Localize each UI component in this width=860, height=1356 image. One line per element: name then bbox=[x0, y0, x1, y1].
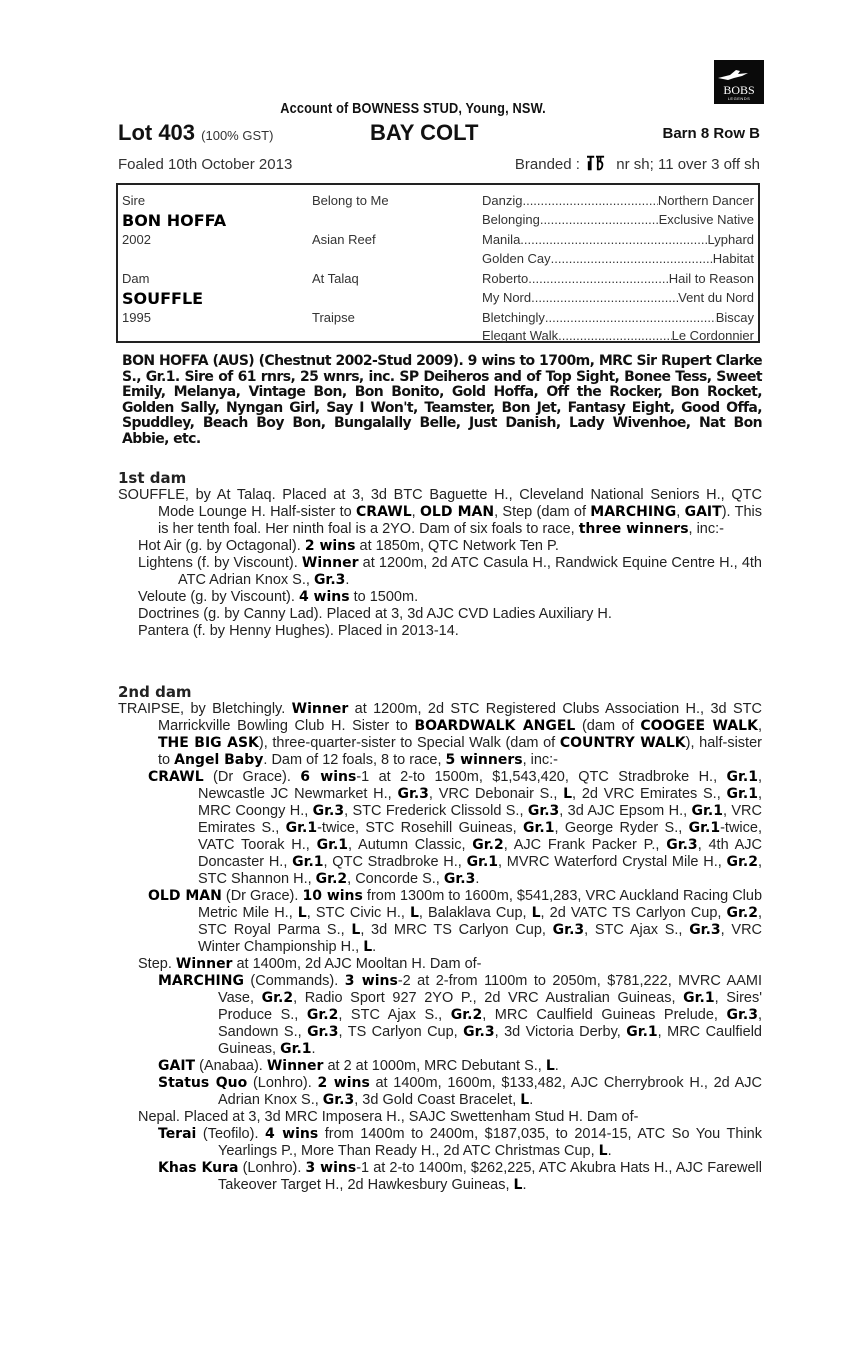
dam-label: Dam bbox=[122, 271, 150, 286]
second-dam-section bbox=[118, 684, 762, 1194]
highlight-text: CRAWL bbox=[356, 504, 412, 520]
progeny-entry: Pantera (f. by Henny Hughes). Placed in 2013-14. bbox=[138, 623, 459, 639]
progeny-entry: Doctrines (g. by Canny Lad). Placed at 3, 3d AJC CVD Ladies Auxiliary H. bbox=[138, 606, 612, 622]
progeny-entry: GAIT (Anabaa). Winner at 2 at 1000m, MRC Debutant S., L. bbox=[158, 1058, 559, 1074]
highlight-text: three winners bbox=[578, 521, 689, 537]
horse-title: BAY COLT bbox=[370, 120, 479, 145]
barn-location: Barn 8 Row B bbox=[662, 125, 760, 142]
highlight-text: Gr.3 bbox=[313, 572, 346, 588]
ancestor-sire: Lyphard bbox=[707, 232, 754, 247]
ancestor-row bbox=[482, 212, 754, 227]
highlight-text: OLD MAN bbox=[148, 888, 222, 904]
ancestor-name: Belonging bbox=[482, 212, 540, 227]
lot-line bbox=[118, 120, 762, 146]
highlight-text: 2 wins bbox=[304, 538, 356, 554]
bird-icon bbox=[714, 66, 754, 84]
ancestor-row bbox=[482, 251, 754, 266]
ancestor-sire: Hail to Reason bbox=[668, 271, 754, 286]
second-dam-heading: 2nd dam bbox=[118, 683, 192, 701]
ancestor-name: Golden Cay bbox=[482, 251, 551, 266]
highlight-text: Gr.3 bbox=[552, 922, 585, 938]
progeny-entry: Veloute (g. by Viscount). 4 wins to 1500m. bbox=[138, 589, 419, 605]
bobs-logo bbox=[714, 60, 764, 104]
lot-number bbox=[118, 120, 273, 146]
ancestor-sire: Biscay bbox=[715, 310, 754, 325]
sire-label: Sire bbox=[122, 193, 146, 208]
highlight-text: Gr.1 bbox=[466, 854, 499, 870]
second-dam-progeny-list bbox=[118, 769, 762, 1194]
highlight-text: Gr.3 bbox=[312, 803, 345, 819]
ancestor-row bbox=[482, 310, 754, 325]
ancestor-row bbox=[482, 271, 754, 286]
ancestor-name: Manila bbox=[482, 232, 521, 247]
progeny-entry: Step. Winner at 1400m, 2d AJC Mooltan H. Dam of- bbox=[138, 956, 482, 972]
ancestor-name: Elegant Walk bbox=[482, 328, 559, 343]
highlight-text: Gr.1 bbox=[691, 803, 723, 819]
gst-note: (100% GST) bbox=[201, 128, 274, 143]
second-dam-intro: TRAIPSE, by Bletchingly. Winner at 1200m, 2d STC Registered Clubs Association H., 3d STC Marrickville Bowling Club H. Sister to BOARDWALK ANGEL (dam of COOGEE WALK, THE BIG ASK), three-quarter-sister to Special Walk (dam of COUNTRY WALK), half-sister to Angel Baby. Dam of 12 foals, 8 to race, 5 winners, inc:- bbox=[118, 701, 762, 768]
pedigree-table bbox=[116, 183, 760, 343]
brand-mark-icon bbox=[586, 151, 606, 175]
highlight-text: Gr.2 bbox=[726, 854, 758, 870]
highlight-text: 3 wins bbox=[305, 1160, 357, 1176]
highlight-text: Gr.1 bbox=[316, 837, 349, 853]
first-dam-section bbox=[118, 470, 762, 640]
highlight-text: L bbox=[563, 786, 573, 802]
progeny-entry: CRAWL (Dr Grace). 6 wins-1 at 2-to 1500m, $1,543,420, QTC Stradbroke H., Gr.1, Newcastle JC Newmarket H., Gr.3, VRC Debonair S., L, 2d VRC Emirates S., Gr.1, MRC Coongy H., Gr.3, STC Frederick Clissold S., Gr.3, 3d AJC Epsom H., Gr.1, VRC Emirates S., Gr.1-twice, STC Rosehill Guineas, Gr.1, George Ryder S., Gr.1-twice, VATC Toorak H., Gr.1, Autumn Classic, Gr.2, AJC Frank Packer P., Gr.3, 4th AJC Doncaster H., Gr.1, QTC Stradbroke H., Gr.1, MVRC Waterford Crystal Mile H., Gr.2, STC Shannon H., Gr.2, Concorde S., Gr.3. bbox=[148, 769, 763, 887]
highlight-text: L bbox=[598, 1143, 608, 1159]
highlight-text: 2 wins bbox=[317, 1075, 370, 1091]
branded-detail: nr sh; 11 over 3 off sh bbox=[616, 156, 760, 173]
first-dam-progeny-list bbox=[118, 538, 762, 640]
highlight-text: Gr.1 bbox=[726, 786, 758, 802]
progeny-entry: Nepal. Placed at 3, 3d MRC Imposera H., SAJC Swettenham Stud H. Dam of- bbox=[138, 1109, 639, 1125]
highlight-text: Gr.1 bbox=[626, 1024, 658, 1040]
logo-subtitle: LEGENDS bbox=[727, 96, 751, 101]
highlight-text: Gr.1 bbox=[280, 1041, 312, 1057]
highlight-text: Gr.3 bbox=[666, 837, 698, 853]
branded-label: Branded : bbox=[514, 156, 580, 173]
highlight-text: Gr.2 bbox=[315, 871, 348, 887]
highlight-text: Gr.2 bbox=[261, 990, 294, 1006]
logo-text: BOBS bbox=[723, 83, 755, 97]
highlight-text: L bbox=[351, 922, 361, 938]
ancestor-sire: Habitat bbox=[712, 251, 754, 266]
highlight-text: Gr.2 bbox=[472, 837, 504, 853]
highlight-text: Gr.2 bbox=[306, 1007, 339, 1023]
highlight-text: Gr.1 bbox=[688, 820, 721, 836]
highlight-text: Gr.3 bbox=[322, 1092, 355, 1108]
highlight-text: L bbox=[520, 1092, 530, 1108]
highlight-text: Angel Baby bbox=[174, 752, 264, 768]
ancestor-row bbox=[482, 328, 754, 343]
ancestor-row bbox=[482, 193, 754, 208]
progeny-entry: MARCHING (Commands). 3 wins-2 at 2-from 1100m to 2050m, $781,222, MVRC AAMI Vase, Gr.2, Radio Sport 927 2YO P., 2d VRC Australian Guineas, Gr.1, Sires' Produce S., Gr.2, STC Ajax S., Gr.2, MRC Caulfield Guineas Prelude, Gr.3, Sandown S., Gr.3, TS Carlyon Cup, Gr.3, 3d Victoria Derby, Gr.1, MRC Caulfield Guineas, Gr.1. bbox=[158, 973, 763, 1057]
progeny-entry: Status Quo (Lonhro). 2 wins at 1400m, 1600m, $133,482, AJC Cherrybrook H., 2d AJC Adrian Knox S., Gr.3, 3d Gold Coast Bracelet, L. bbox=[158, 1075, 762, 1108]
highlight-text: Gr.3 bbox=[463, 1024, 495, 1040]
highlight-text: Gr.3 bbox=[689, 922, 721, 938]
highlight-text: Gr.2 bbox=[450, 1007, 483, 1023]
highlight-text: L bbox=[531, 905, 541, 921]
highlight-text: L bbox=[513, 1177, 523, 1193]
highlight-text: GAIT bbox=[158, 1058, 196, 1074]
progeny-entry: OLD MAN (Dr Grace). 10 wins from 1300m to 1600m, $541,283, VRC Auckland Racing Club Metric Mile H., L, STC Civic H., L, Balaklava Cup, L, 2d VATC TS Carlyon Cup, Gr.2, STC Royal Parma S., L, 3d MRC TS Carlyon Cup, Gr.3, STC Ajax S., Gr.3, VRC Winter Championship H., L. bbox=[148, 888, 763, 955]
foaled-date: Foaled 10th October 2013 bbox=[118, 156, 293, 173]
highlight-text: MARCHING bbox=[590, 504, 677, 520]
highlight-text: L bbox=[409, 905, 419, 921]
highlight-text: Terai bbox=[158, 1126, 197, 1142]
highlight-text: Gr.3 bbox=[397, 786, 429, 802]
highlight-text: L bbox=[363, 939, 373, 955]
highlight-text: L bbox=[297, 905, 307, 921]
highlight-text: Gr.3 bbox=[527, 803, 560, 819]
ancestor-sire: Exclusive Native bbox=[658, 212, 754, 227]
progeny-entry: Terai (Teofilo). 4 wins from 1400m to 2400m, $187,035, to 2014-15, ATC So You Think Yearlings P., More Than Ready H., 2d ATC Christmas Cup, L. bbox=[158, 1126, 762, 1159]
highlight-text: 4 wins bbox=[265, 1126, 319, 1142]
highlight-text: Status Quo bbox=[158, 1075, 248, 1091]
highlight-text: 4 wins bbox=[298, 589, 350, 605]
first-dam-heading: 1st dam bbox=[118, 469, 187, 487]
highlight-text: OLD MAN bbox=[420, 504, 495, 520]
highlight-text: 10 wins bbox=[302, 888, 363, 904]
ancestor-row bbox=[482, 232, 754, 247]
first-dam-intro: SOUFFLE, by At Talaq. Placed at 3, 3d BTC Baguette H., Cleveland National Seniors H., QTC Mode Lounge H. Half-sister to CRAWL, OLD MAN, Step (dam of MARCHING, GAIT). This is her tenth foal. Her ninth foal is a 2YO. Dam of six foals to race, three winners, inc:- bbox=[118, 487, 762, 537]
highlight-text: Winner bbox=[301, 555, 359, 571]
highlight-text: Winner bbox=[291, 701, 349, 717]
highlight-text: Gr.1 bbox=[285, 820, 318, 836]
ancestor-row bbox=[482, 290, 754, 305]
sire-dam: Asian Reef bbox=[312, 232, 376, 247]
highlight-text: Gr.3 bbox=[726, 1007, 758, 1023]
progeny-entry: Khas Kura (Lonhro). 3 wins-1 at 2-to 1400m, $262,225, ATC Akubra Hats H., AJC Farewell Takeover Target H., 2d Hawkesbury Guineas, L. bbox=[158, 1160, 762, 1193]
highlight-text: L bbox=[545, 1058, 555, 1074]
dam-sire: At Talaq bbox=[312, 271, 359, 286]
highlight-text: GAIT bbox=[684, 504, 722, 520]
ancestor-sire: Vent du Nord bbox=[678, 290, 754, 305]
ancestor-name: Roberto bbox=[482, 271, 529, 286]
highlight-text: Gr.1 bbox=[522, 820, 555, 836]
dam-year: 1995 bbox=[122, 310, 151, 325]
highlight-text: Winner bbox=[175, 956, 233, 972]
sire-sire: Belong to Me bbox=[312, 193, 389, 208]
sire-year: 2002 bbox=[122, 232, 151, 247]
ancestor-name: My Nord bbox=[482, 290, 532, 305]
dam-dam: Traipse bbox=[312, 310, 355, 325]
highlight-text: Khas Kura bbox=[158, 1160, 239, 1176]
vendor-account: Account of BOWNESS STUD, Young, NSW. bbox=[280, 100, 546, 117]
highlight-text: Gr.3 bbox=[443, 871, 476, 887]
brand-info bbox=[515, 151, 760, 175]
progeny-entry: Lightens (f. by Viscount). Winner at 1200m, 2d ATC Casula H., Randwick Equine Centre H., 4th ATC Adrian Knox S., Gr.3. bbox=[138, 555, 762, 588]
highlight-text: 6 wins bbox=[300, 769, 357, 785]
dam-name: SOUFFLE bbox=[122, 289, 204, 308]
highlight-text: BOARDWALK ANGEL bbox=[414, 718, 576, 734]
highlight-text: Gr.2 bbox=[726, 905, 758, 921]
highlight-text: 5 winners bbox=[445, 752, 523, 768]
highlight-text: Gr.1 bbox=[683, 990, 715, 1006]
highlight-text: CRAWL bbox=[148, 769, 204, 785]
sire-summary: BON HOFFA (AUS) (Chestnut 2002-Stud 2009). 9 wins to 1700m, MRC Sir Rupert Clarke S., Gr.1. Sire of 61 rnrs, 25 wnrs, inc. SP Deiheros and of Top Sight, Bonee Tess, Sweet Emily, Melanya, Vintage Bon, Bon Bonito, Gold Hoffa, Off the Rocker, Bon Rocket, Golden Sally, Nyngan Girl, Say I Won't, Teamster, Bon Jet, Fantasy Eight, Good Offa, Spuddley, Beach Boy Bon, Bungalally Belle, Just Danish, Lady Wivenhoe, Nat Bon Abbie, etc. bbox=[122, 353, 762, 447]
highlight-text: Gr.3 bbox=[307, 1024, 339, 1040]
ancestor-sire: Northern Dancer bbox=[657, 193, 754, 208]
highlight-text: THE BIG ASK bbox=[158, 735, 259, 751]
highlight-text: 3 wins bbox=[344, 973, 398, 989]
lot-label: Lot 403 bbox=[118, 120, 196, 145]
ancestor-sire: Le Cordonnier bbox=[671, 328, 754, 343]
progeny-entry: Hot Air (g. by Octagonal). 2 wins at 1850m, QTC Network Ten P. bbox=[138, 538, 559, 554]
highlight-text: Gr.1 bbox=[726, 769, 758, 785]
highlight-text: COOGEE WALK bbox=[640, 718, 758, 734]
highlight-text: COUNTRY WALK bbox=[559, 735, 686, 751]
ancestor-name: Danzig bbox=[482, 193, 523, 208]
highlight-text: MARCHING bbox=[158, 973, 244, 989]
highlight-text: Winner bbox=[266, 1058, 324, 1074]
ancestor-name: Bletchingly bbox=[482, 310, 545, 325]
highlight-text: Gr.1 bbox=[292, 854, 324, 870]
sire-name: BON HOFFA bbox=[122, 211, 227, 230]
